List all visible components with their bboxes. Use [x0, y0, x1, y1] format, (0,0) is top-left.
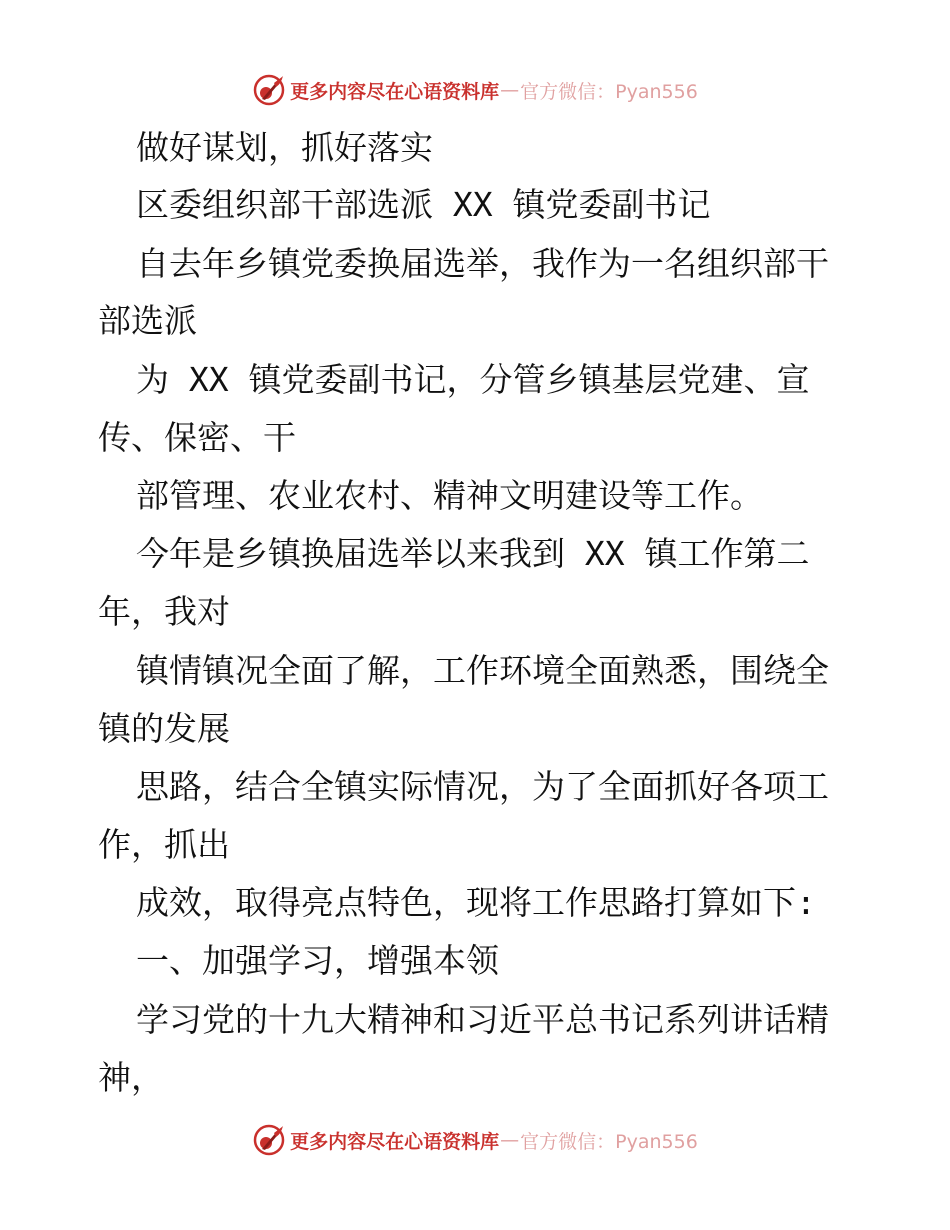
doc-section-heading: 一、加强学习，增强本领	[136, 941, 499, 980]
banner-main-text: 更多内容尽在心语资料库	[290, 80, 500, 103]
banner-contact-text: 官方微信：Pyan556	[520, 1130, 698, 1153]
doc-paragraph-line: 为 XX 镇党委副书记，分管乡镇基层党建、宣	[136, 360, 810, 399]
doc-paragraph-line: 镇情镇况全面了解，工作环境全面熟悉，围绕全	[136, 651, 829, 690]
banner-text-group	[290, 1127, 698, 1154]
quill-ink-logo-icon	[252, 1123, 286, 1157]
banner-contact-text: 官方微信：Pyan556	[520, 80, 698, 103]
doc-author-line: 区委组织部干部选派 XX 镇党委副书记	[136, 185, 711, 224]
quill-ink-logo-icon	[252, 73, 286, 107]
banner-text-group	[290, 77, 698, 104]
doc-paragraph-line: 部管理、农业农村、精神文明建设等工作。	[136, 476, 763, 515]
doc-paragraph-line: 部选派	[98, 301, 197, 340]
doc-paragraph-line: 自去年乡镇党委换届选举，我作为一名组织部干	[136, 244, 829, 283]
banner-main-text: 更多内容尽在心语资料库	[290, 1130, 500, 1153]
footer-watermark-banner	[0, 1120, 950, 1160]
doc-paragraph-line: 学习党的十九大精神和习近平总书记系列讲话精	[136, 1000, 829, 1039]
doc-paragraph-line: 作，抓出	[98, 825, 230, 864]
banner-separator: —	[500, 79, 520, 101]
doc-paragraph-line: 传、保密、干	[98, 418, 296, 457]
doc-title-line: 做好谋划，抓好落实	[136, 128, 433, 167]
doc-paragraph-line: 今年是乡镇换届选举以来我到 XX 镇工作第二	[136, 534, 810, 573]
header-watermark-banner	[0, 70, 950, 110]
doc-paragraph-line: 年，我对	[98, 592, 230, 631]
doc-paragraph-line: 成效，取得亮点特色，现将工作思路打算如下:	[136, 883, 816, 922]
banner-separator: —	[500, 1129, 520, 1151]
doc-paragraph-line: 思路，结合全镇实际情况，为了全面抓好各项工	[136, 767, 829, 806]
doc-paragraph-line: 神，	[98, 1058, 164, 1097]
doc-paragraph-line: 镇的发展	[98, 709, 230, 748]
